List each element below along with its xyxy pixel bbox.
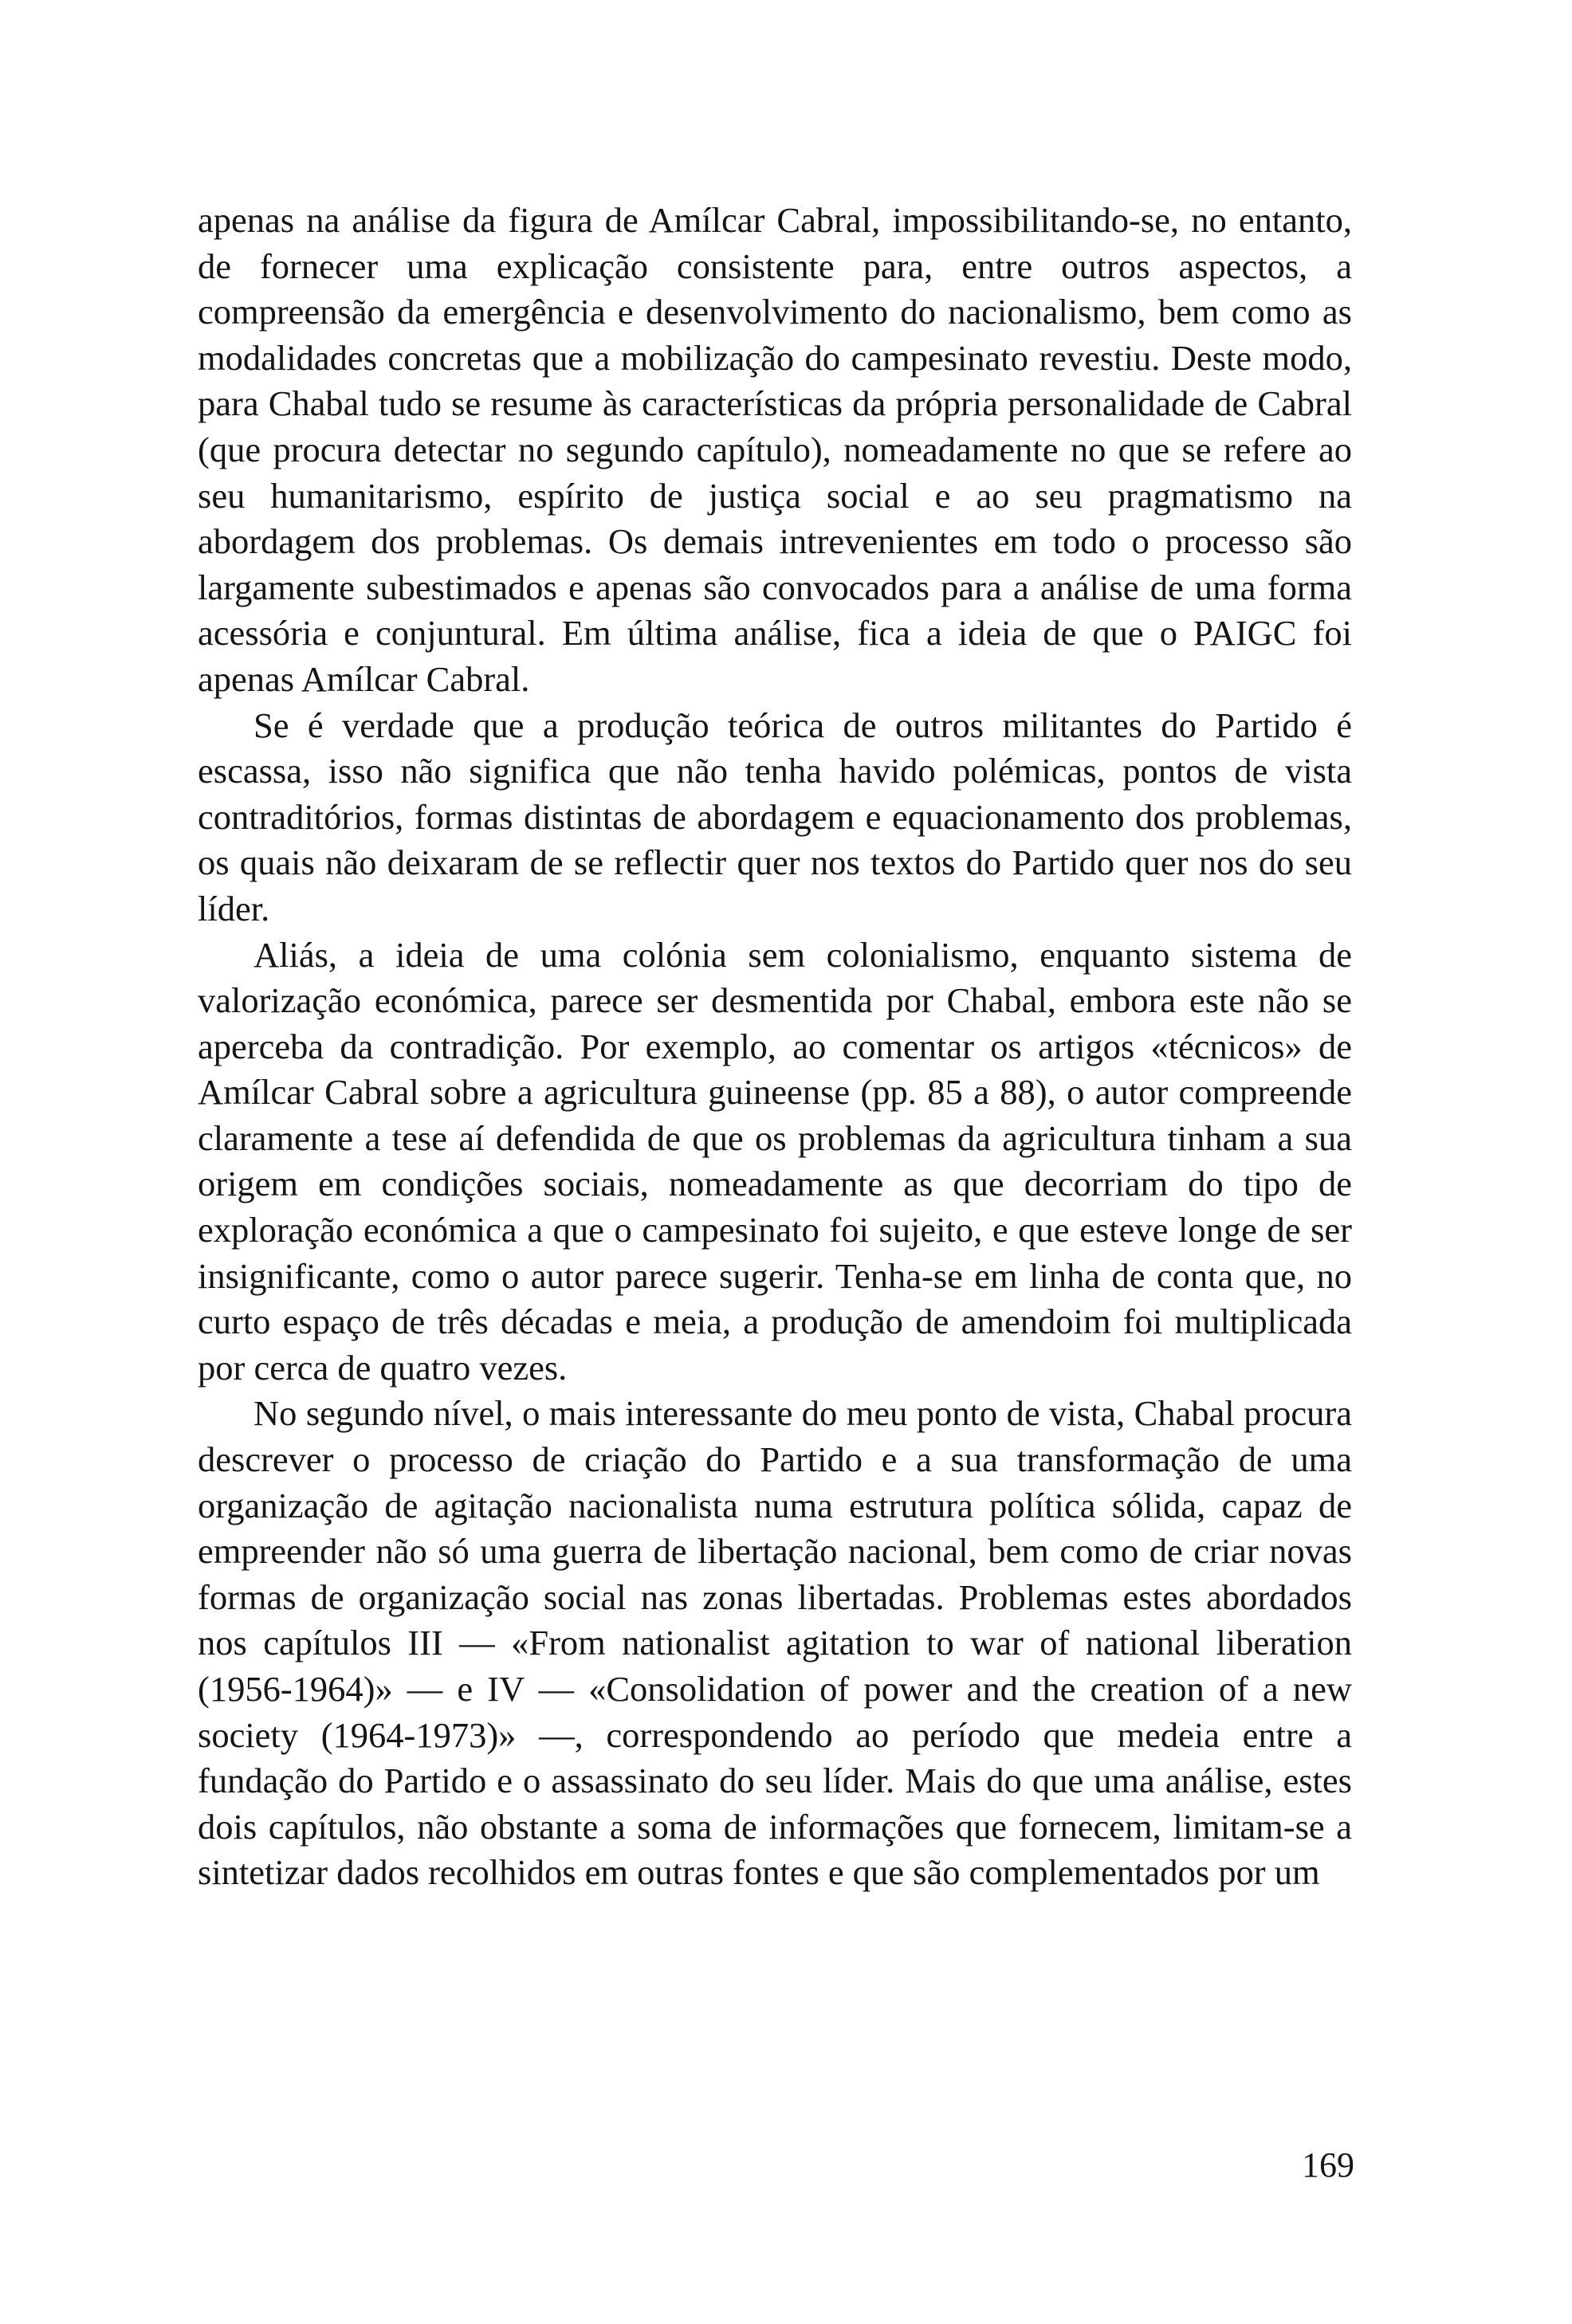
page-number: 169 [1302,2145,1354,2185]
paragraph-continued: apenas na análise da figura de Amílcar Cabral, impossibilitando-se, no entanto, de fornecer uma explicação consistente para, entre outros aspectos, a compreensão da emergência e desenvolvimento do nacionalismo, bem como as modalidades concretas que a mobilização do campesinato revestiu. Deste modo, para Chabal tudo se resume às características da própria personalidade de Cabral (que procura detectar no segundo capítulo), nomeadamente no que se refere ao seu humanitarismo, espírito de justiça social e ao seu pragmatismo na abordagem dos problemas. Os demais intrevenientes em todo o processo são largamente subestimados e apenas são convocados para a análise de uma forma acessória e conjuntural. Em última análise, fica a ideia de que o PAIGC foi apenas Amílcar Cabral. [198,200,1352,699]
paragraph: Aliás, a ideia de uma colónia sem colonialismo, enquanto sistema de valorização económica, parece ser desmentida por Chabal, embora este não se aperceba da contradição. Por exemplo, ao comentar os artigos «técnicos» de Amílcar Cabral sobre a agricultura guineense (pp. 85 a 88), o autor compreende claramente a tese aí defendida de que os problemas da agricultura tinham a sua origem em condições sociais, nomeadamente as que decorriam do tipo de exploração económica a que o campesinato foi sujeito, e que esteve longe de ser insignificante, como o autor parece sugerir. Tenha-se em linha de conta que, no curto espaço de três décadas e meia, a produção de amendoim foi multiplicada por cerca de quatro vezes. [198,934,1352,1388]
paragraph: Se é verdade que a produção teórica de outros militantes do Partido é escassa, isso não significa que não tenha havido polémicas, pontos de vista contraditórios, formas distintas de abordagem e equacionamento dos problemas, os quais não deixaram de se reflectir quer nos textos do Partido quer nos do seu líder. [198,705,1352,928]
body-text [198,198,1352,1896]
paragraph: No segundo nível, o mais interessante do meu ponto de vista, Chabal procura descrever o processo de criação do Partido e a sua transformação de uma organização de agitação nacionalista numa estrutura política sólida, capaz de empreender não só uma guerra de libertação nacional, bem como de criar novas formas de organização social nas zonas libertadas. Problemas estes abordados nos capítulos III — «From nationalist agitation to war of national liberation (1956-1964)» — e IV — «Consolidation of power and the creation of a new society (1964-1973)» —, correspondendo ao período que medeia entre a fundação do Partido e o assassinato do seu líder. Mais do que uma análise, estes dois capítulos, não obstante a soma de informações que fornecem, limitam-se a sintetizar dados recolhidos em outras fontes e que são complementados por um [198,1393,1352,1893]
